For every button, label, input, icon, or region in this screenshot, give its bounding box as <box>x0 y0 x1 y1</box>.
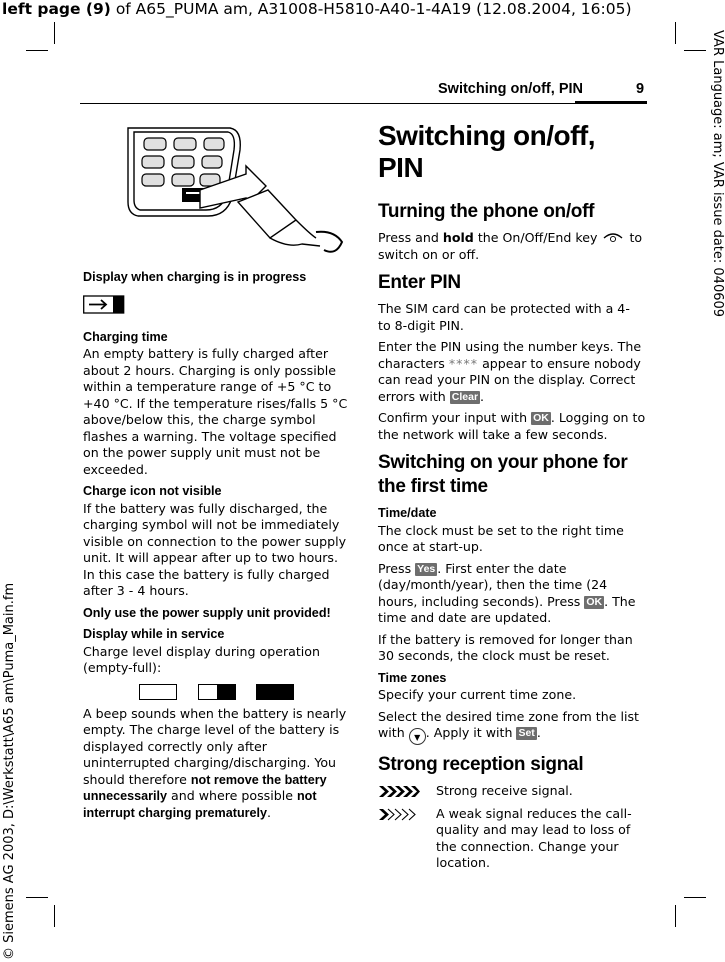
phone-charging-illustration <box>120 120 350 260</box>
page-number: 9 <box>636 81 645 97</box>
file-metadata: left page (9) of A65_PUMA am, A31008-H5810-A40-1-4A19 (12.08.2004, 16:05) <box>2 0 632 18</box>
first-time-heading: Switching on your phone for the first time <box>378 452 628 497</box>
pin-text-3: Confirm your input with OK . Logging on to the network will take a few seconds. <box>378 410 646 442</box>
battery-empty-icon <box>139 684 177 700</box>
signal-weak-icon <box>378 808 420 821</box>
signal-weak-row <box>378 806 646 872</box>
display-service-heading: Display while in service <box>83 627 225 641</box>
right-column <box>378 120 646 875</box>
ok-key: OK <box>533 412 549 424</box>
copyright-metadata: © Siemens AG 2003, D:\Werkstatt\A65 am\Puma_Main.fm <box>2 582 17 960</box>
clear-key: Clear <box>451 390 479 403</box>
crop-mark <box>26 897 48 898</box>
signal-strong-icon <box>378 785 420 798</box>
psu-warning: Only use the power supply unit provided! <box>83 605 331 620</box>
timedate-text-2: Press Yes . First enter the date (day/month/year), then the time (24 hours, including seconds). Press OK . The time and date are updated. <box>378 560 636 625</box>
charging-caption: Display when charging is in progress <box>83 270 307 284</box>
nav-down-icon: ▼ <box>409 728 426 745</box>
header-rule <box>80 103 647 104</box>
crop-mark <box>54 905 55 927</box>
page-title: Switching on/off, PIN <box>378 120 596 183</box>
battery-half-fill <box>217 685 235 699</box>
battery-level-icons <box>83 682 351 704</box>
beep-text: A beep sounds when the battery is nearly empty. The charge level of the battery is displayed correctly only after uninterrupted charging/discharging. You should therefore not remove the battery unnecessarily and where possible not interrupt charging prematurely. <box>83 705 347 820</box>
timezones-text-1: Specify your current time zone. <box>378 687 577 702</box>
battery-half-icon <box>198 684 236 700</box>
signal-strong-row <box>378 783 646 803</box>
yes-key: Yes <box>417 562 436 575</box>
display-service-text: Charge level display during operation (empty-full): <box>83 643 320 675</box>
charging-time-text: An empty battery is fully charged after about 2 hours. Charging is only possible within a temperature range of +5 °C to +40 °C. If the temperature rises/falls 5 °C above/below this, the charge symbol flashes a warning. The voltage specified on the power supply unit must not be exceeded. <box>83 346 348 477</box>
timezones-text-2: Select the desired time zone from the list with ▼ . Apply it with Set . <box>378 709 646 746</box>
charging-arrow-icon <box>83 295 127 315</box>
timedate-text-3: If the battery is removed for longer than 30 seconds, the clock must be reset. <box>378 631 633 663</box>
end-key-icon <box>601 230 625 244</box>
header-rule-thick <box>575 101 647 104</box>
charge-icon-heading: Charge icon not visible <box>83 484 222 498</box>
crop-mark <box>26 50 48 51</box>
battery-full-fill <box>257 685 293 699</box>
timezones-heading: Time zones <box>378 670 447 685</box>
pin-text-2: Enter the PIN using the number keys. The characters **** appear to ensure nobody can read your PIN on the display. Correct errors with Clear . <box>378 339 642 404</box>
running-header: Switching on/off, PIN <box>438 81 583 97</box>
crop-mark <box>684 897 706 898</box>
left-column <box>83 269 351 826</box>
timedate-text-1: The clock must be set to the right time once at start-up. <box>378 522 624 554</box>
pin-heading: Enter PIN <box>378 272 461 293</box>
onoff-text: Press and hold the On/Off/End key to switch on or off. <box>378 230 643 262</box>
set-key: Set <box>518 727 535 739</box>
onoff-heading: Turning the phone on/off <box>378 201 595 222</box>
language-metadata: VAR Language: am; VAR issue date: 040609 <box>710 30 725 318</box>
crop-mark <box>675 905 676 927</box>
pin-text-1: The SIM card can be protected with a 4- to 8-digit PIN. <box>378 301 630 333</box>
signal-weak-text: A weak signal reduces the call-quality and may lead to loss of the connection. Change your location. <box>436 805 632 870</box>
crop-mark <box>684 50 706 51</box>
crop-mark <box>675 22 676 44</box>
timedate-heading: Time/date <box>378 506 437 520</box>
pin-stars: **** <box>448 355 479 371</box>
ok-key-2: OK <box>586 595 603 608</box>
charging-time-heading: Charging time <box>83 329 168 344</box>
charge-icon-text: If the battery was fully discharged, the charging symbol will not be immediately visible on connection to the power supply unit. It will appear after up to two hours. In this case the battery is fully charged after 3 - 4 hours. <box>83 500 347 598</box>
crop-mark <box>54 22 55 44</box>
signal-strong-text: Strong receive signal. <box>436 783 573 798</box>
battery-full-icon <box>256 684 294 700</box>
signal-heading: Strong reception signal <box>378 754 584 775</box>
